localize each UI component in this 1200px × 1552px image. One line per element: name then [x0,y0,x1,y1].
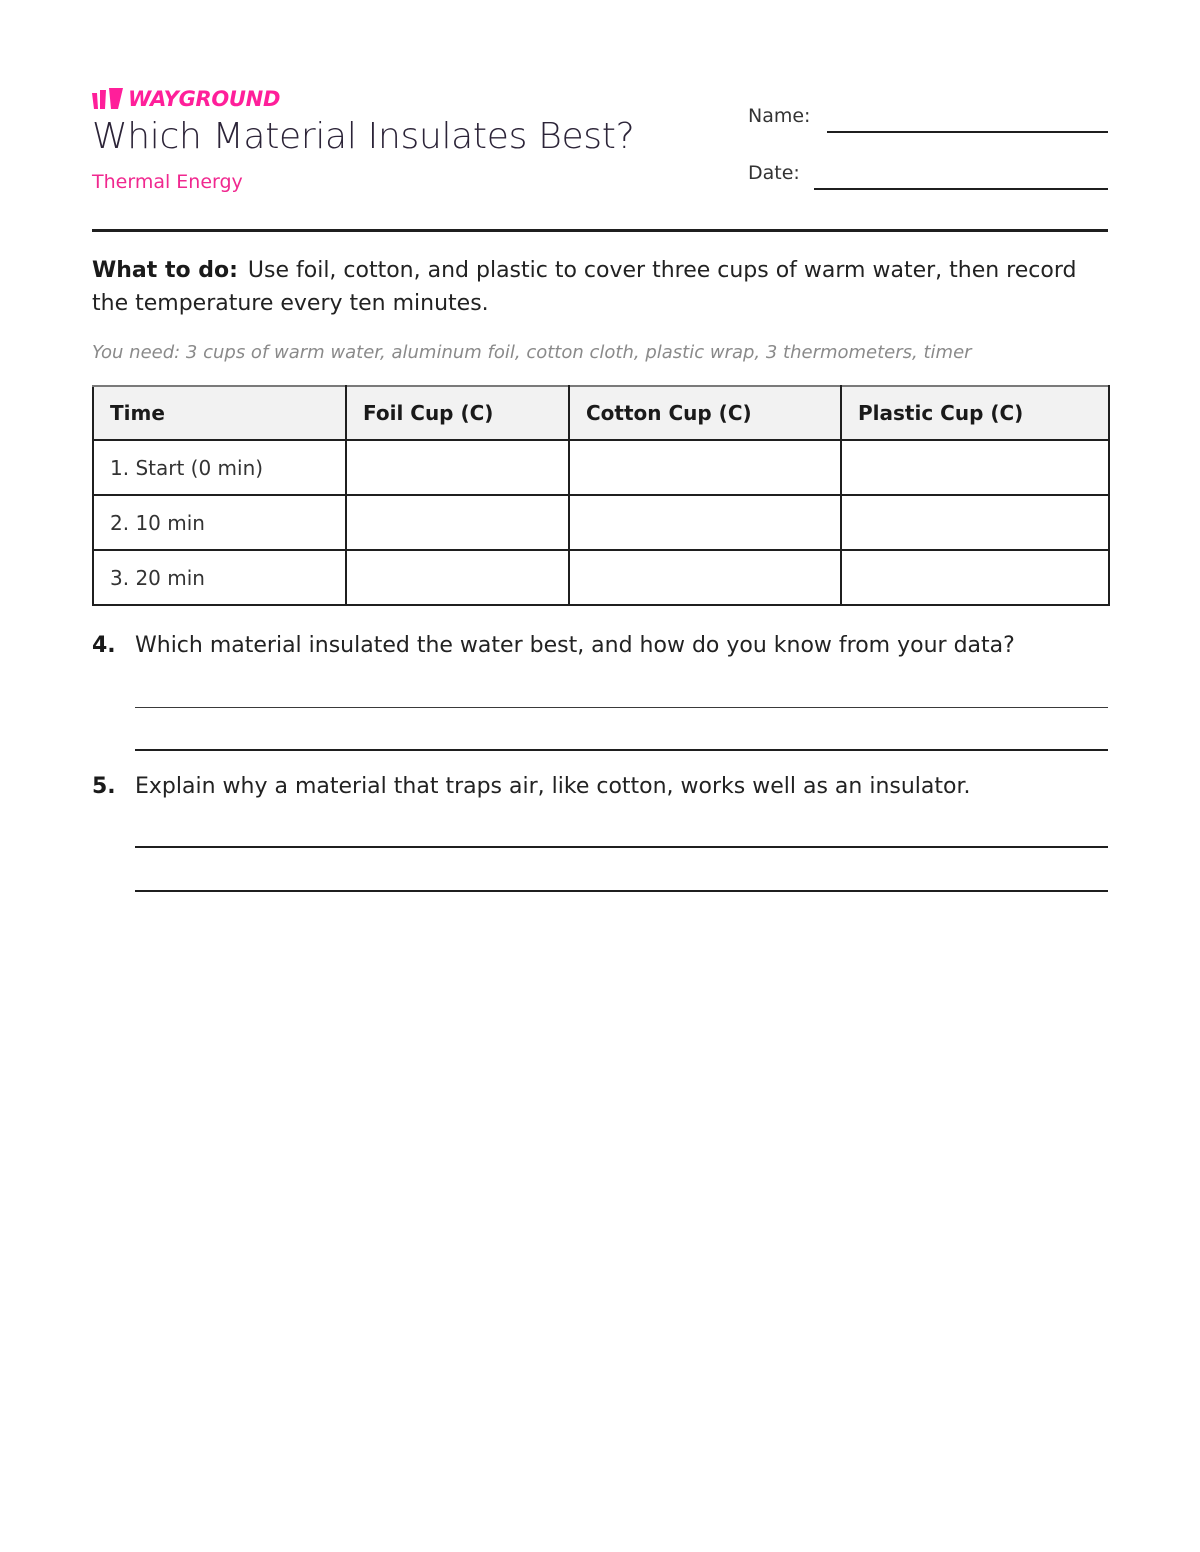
instructions-lead: What to do: [92,258,238,283]
header-foil-cup: Foil Cup (C) [346,386,569,440]
header-cotton-cup: Cotton Cup (C) [569,386,841,440]
worksheet-title: Which Material Insulates Best? [92,116,635,157]
time-cell: 1. Start (0 min) [93,440,346,495]
wayground-logo-icon [92,87,124,111]
cotton-cell[interactable] [569,550,841,605]
table-row [93,440,1109,495]
answer-line-4b[interactable] [135,749,1108,751]
worksheet-subtitle: Thermal Energy [92,171,243,193]
logo-wordmark: WAYGROUND [128,87,281,111]
plastic-cell[interactable] [841,495,1109,550]
materials-list: You need: 3 cups of warm water, aluminum foil, cotton cloth, plastic wrap, 3 thermometers, timer [92,342,972,363]
cotton-cell[interactable] [569,440,841,495]
time-cell: 2. 10 min [93,495,346,550]
question-5-number: 5. [92,774,116,799]
answer-line-5a[interactable] [135,846,1108,848]
instructions-text: Use foil, cotton, and plastic to cover three cups of warm water, then record the temperature every ten minutes. [92,258,1077,316]
instructions [92,254,1108,320]
temperature-table [92,385,1110,606]
question-5-text: Explain why a material that traps air, like cotton, works well as an insulator. [135,774,971,799]
name-label: Name: [748,105,811,127]
time-cell: 3. 20 min [93,550,346,605]
plastic-cell[interactable] [841,550,1109,605]
foil-cell[interactable] [346,495,569,550]
wayground-logo [92,86,280,112]
foil-cell[interactable] [346,550,569,605]
date-field[interactable] [814,188,1108,190]
answer-line-4a[interactable] [135,707,1108,708]
plastic-cell[interactable] [841,440,1109,495]
header-plastic-cup: Plastic Cup (C) [841,386,1109,440]
table-row [93,495,1109,550]
foil-cell[interactable] [346,440,569,495]
table-row [93,550,1109,605]
cotton-cell[interactable] [569,495,841,550]
header-time: Time [93,386,346,440]
question-4-number: 4. [92,633,116,658]
date-label: Date: [748,162,800,184]
question-4-text: Which material insulated the water best, and how do you know from your data? [135,633,1015,658]
answer-line-5b[interactable] [135,890,1108,892]
table-header-row [93,386,1109,440]
header-divider [92,229,1108,232]
name-field[interactable] [827,131,1108,133]
